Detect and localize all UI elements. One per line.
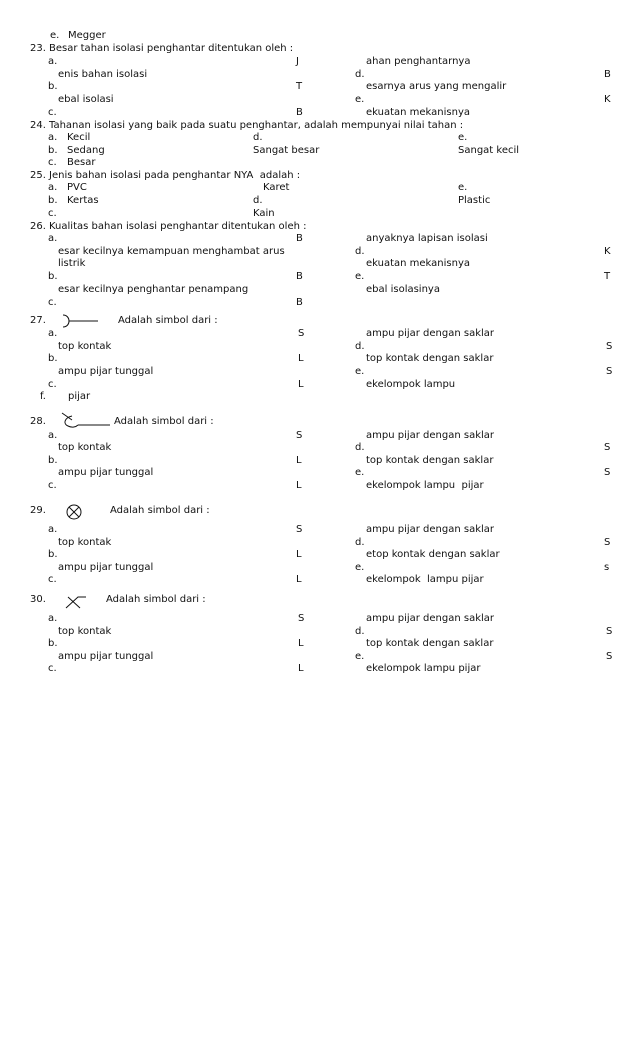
q26-row [0,284,638,296]
question-number: 30. [30,594,46,605]
option-fragment: B [296,271,303,282]
q23-row [0,81,638,93]
option-label: d. [355,626,365,637]
socket-with-switch-symbol-icon [58,410,112,432]
option-fragment: top kontak [58,442,112,453]
option-fragment: L [296,480,302,491]
option-fragment: ampu pijar tunggal [58,467,154,478]
question-number: 29. [30,505,46,516]
option-label: d. [253,132,263,143]
q23-row [0,69,638,81]
option-fragment: L [298,379,304,390]
option-label: e. [355,366,365,377]
option-label: a. [48,132,58,143]
question-number: 23. [30,43,46,54]
option-label: b. [48,638,58,649]
option-fragment: pijar [68,391,91,402]
q25-row [0,208,638,220]
option-label: e. [50,30,60,41]
q30-row [0,651,638,663]
option-label: a. [48,613,58,624]
q23-header [0,43,638,55]
option-label: a. [48,56,58,67]
option-label: b. [48,271,58,282]
q27-row [0,391,638,403]
q29-row [0,524,638,536]
option-label: c. [48,480,57,491]
q24-header [0,120,638,132]
option-fragment: L [298,353,304,364]
option-label: c. [48,297,57,308]
option-fragment: S [296,430,303,441]
option-label: e. [355,562,365,573]
q28-row [0,467,638,479]
q25-header [0,170,638,182]
question-stem: Adalah simbol dari : [118,315,218,326]
q26-row [0,246,638,258]
option-text: Sedang [67,145,105,156]
q24-row [0,132,638,144]
option-label: b. [48,353,58,364]
option-text: Kain [253,208,275,219]
q29-header [0,505,638,517]
option-fragment: ampu pijar tunggal [58,366,154,377]
option-text: Sangat kecil [458,145,520,156]
option-label: d. [355,341,365,352]
q26-row [0,271,638,283]
option-fragment: S [604,537,611,548]
option-fragment: B [604,69,611,80]
q23-row [0,107,638,119]
option-text: Megger [68,30,106,41]
q30-row [0,638,638,650]
q30-row [0,613,638,625]
q26-row [0,258,638,270]
socket-outlet-symbol-icon [60,313,100,329]
option-fragment: ekelompok lampu pijar [366,574,484,585]
question-number: 24. [30,120,46,131]
q30-header [0,594,638,606]
q29-row [0,574,638,586]
option-fragment: anyaknya lapisan isolasi [366,233,488,244]
option-text: PVC [67,182,87,193]
q27-row [0,379,638,391]
lamp-circle-cross-symbol-icon [65,503,83,521]
q28-row [0,480,638,492]
option-text: Kertas [67,195,99,206]
option-fragment: esar kecilnya kemampuan menghambat arus [58,246,285,257]
option-label: e. [355,467,365,478]
option-label: c. [48,107,57,118]
option-text: Karet [263,182,290,193]
option-fragment: S [606,626,613,637]
option-label: a. [48,430,58,441]
option-fragment: ebal isolasi [58,94,114,105]
q27-row [0,328,638,340]
q29-row [0,537,638,549]
question-stem: Jenis bahan isolasi pada penghantar NYA adalah : [49,170,301,181]
option-fragment: B [296,233,303,244]
option-fragment: S [604,467,611,478]
q27-row [0,341,638,353]
q24-row [0,145,638,157]
question-stem: Adalah simbol dari : [110,505,210,516]
option-fragment: esarnya arus yang mengalir [366,81,507,92]
option-label: f. [40,391,46,402]
q30-row [0,626,638,638]
option-label: a. [48,233,58,244]
option-fragment: J [296,56,299,67]
option-text: Plastic [458,195,491,206]
option-fragment: S [296,524,303,535]
option-label: b. [48,549,58,560]
q29-row [0,549,638,561]
option-fragment: ampu pijar dengan saklar [366,430,495,441]
option-fragment: ampu pijar dengan saklar [366,524,495,535]
option-label: e. [458,182,468,193]
option-fragment: enis bahan isolasi [58,69,148,80]
q28-row [0,442,638,454]
q28-row [0,455,638,467]
option-fragment: ekuatan mekanisnya [366,107,471,118]
option-fragment: ekuatan mekanisnya [366,258,471,269]
option-fragment: L [298,663,304,674]
option-fragment: L [296,574,302,585]
option-text: Sangat besar [253,145,320,156]
question-stem: Adalah simbol dari : [114,416,214,427]
option-label: d. [355,246,365,257]
option-label: e. [355,271,365,282]
option-fragment: L [296,549,302,560]
option-text: Besar [67,157,96,168]
question-stem: Besar tahan isolasi penghantar ditentukan oleh : [49,43,294,54]
question-number: 25. [30,170,46,181]
option-fragment: ekelompok lampu [366,379,456,390]
option-label: e. [355,94,365,105]
option-label: a. [48,182,58,193]
option-label: d. [253,195,263,206]
option-fragment: S [298,613,305,624]
option-label: b. [48,195,58,206]
option-fragment: etop kontak dengan saklar [366,549,500,560]
option-fragment: ekelompok lampu pijar [366,663,481,674]
question-stem: Kualitas bahan isolasi penghantar ditentukan oleh : [49,221,307,232]
q27-row [0,366,638,378]
q23-row [0,94,638,106]
question-stem: Adalah simbol dari : [106,594,206,605]
option-fragment: ebal isolasinya [366,284,440,295]
option-label: b. [48,455,58,466]
q22-option-e-row [0,30,638,42]
option-fragment: top kontak [58,537,112,548]
option-fragment: ekelompok lampu pijar [366,480,484,491]
option-fragment: ampu pijar tunggal [58,651,154,662]
option-label: c. [48,574,57,585]
q27-row [0,353,638,365]
option-label: d. [355,537,365,548]
option-fragment: L [296,455,302,466]
option-label: c. [48,379,57,390]
option-fragment: esar kecilnya penghantar penampang [58,284,249,295]
option-fragment: top kontak dengan saklar [366,455,494,466]
option-text: Kecil [67,132,91,143]
option-fragment: T [296,81,303,92]
option-fragment: top kontak [58,626,112,637]
option-fragment: S [606,341,613,352]
option-fragment: T [604,271,611,282]
option-label: c. [48,157,57,168]
q25-row [0,195,638,207]
option-label: d. [355,442,365,453]
option-label: e. [458,132,468,143]
option-fragment: K [604,246,611,257]
q29-row [0,562,638,574]
question-stem: Tahanan isolasi yang baik pada suatu penghantar, adalah mempunyai nilai tahan : [49,120,464,131]
option-fragment: S [606,651,613,662]
option-fragment: ampu pijar tunggal [58,562,154,573]
q24-row [0,157,638,169]
option-fragment: L [298,638,304,649]
option-label: e. [355,651,365,662]
option-fragment: K [604,94,611,105]
option-label: c. [48,663,57,674]
option-fragment: ampu pijar dengan saklar [366,328,495,339]
q26-row [0,233,638,245]
lamp-group-cross-symbol-icon [64,594,88,610]
option-label: a. [48,328,58,339]
option-label: c. [48,208,57,219]
q26-row [0,297,638,309]
question-number: 26. [30,221,46,232]
option-label: b. [48,145,58,156]
option-fragment: top kontak dengan saklar [366,353,494,364]
option-fragment: S [604,442,611,453]
option-fragment: S [298,328,305,339]
option-fragment: s [604,562,610,573]
option-fragment: top kontak [58,341,112,352]
q28-row [0,430,638,442]
option-fragment: S [606,366,613,377]
option-fragment: listrik [58,258,86,269]
q30-row [0,663,638,675]
q23-row [0,56,638,68]
q26-header [0,221,638,233]
option-label: b. [48,81,58,92]
question-number: 27. [30,315,46,326]
option-fragment: B [296,297,303,308]
option-fragment: B [296,107,303,118]
question-number: 28. [30,416,46,427]
option-label: d. [355,69,365,80]
option-fragment: ahan penghantarnya [366,56,471,67]
option-fragment: ampu pijar dengan saklar [366,613,495,624]
q25-row [0,182,638,194]
option-label: a. [48,524,58,535]
option-fragment: top kontak dengan saklar [366,638,494,649]
